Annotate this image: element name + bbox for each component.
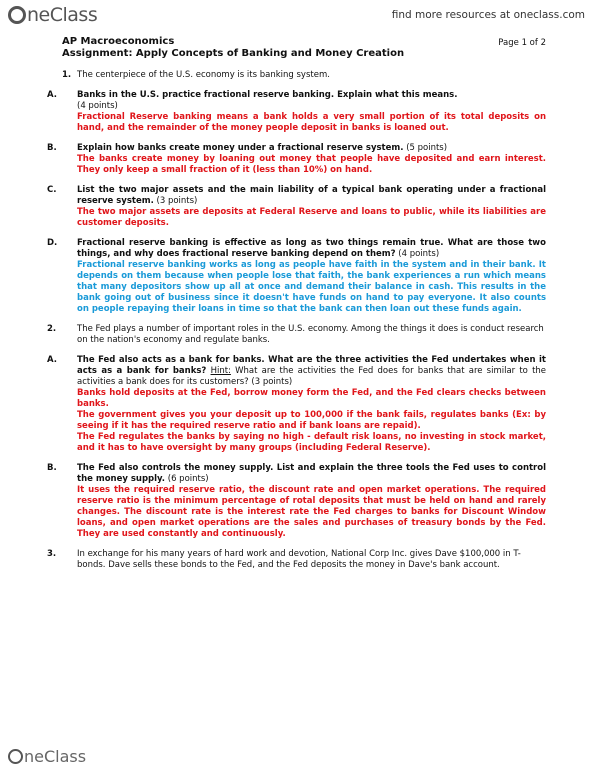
footer-logo-text: neClass [24, 747, 87, 766]
header-tagline[interactable]: find more resources at oneclass.com [391, 9, 585, 21]
question-1a [47, 90, 546, 134]
answer-text-2: The government gives you your deposit up to 100,000 if the bank fails, regulates banks (Ex: by seeing if it has the required reserve ratio and if bank loans are repaid). [77, 410, 546, 431]
course-title: AP Macroeconomics [62, 36, 175, 47]
assignment-title: Assignment: Apply Concepts of Banking and Money Creation [62, 48, 405, 59]
points: (6 points) [167, 474, 209, 484]
question-1d [47, 238, 546, 315]
answer-text: Fractional Reserve banking means a bank holds a very small portion of its total deposits on hand, and the remainder of the money people deposit in banks is loaned out. [77, 112, 546, 133]
oneclass-o-icon [8, 6, 26, 24]
footer-logo[interactable] [8, 747, 86, 766]
question-1c [47, 185, 546, 229]
question-letter: A. [47, 90, 57, 100]
question-text: The centerpiece of the U.S. economy is its banking system. [77, 70, 330, 80]
question-letter: B. [47, 463, 57, 473]
title-bar [62, 36, 546, 48]
points: (4 points) [77, 101, 118, 111]
logo-text: neClass [27, 4, 98, 26]
answer-text: Fractional reserve banking works as long as people have faith in the system and in their bank. It depends on them because when people lose that faith, the bank experiences a run which means that many depositors show up all at once and demand their balance in cash. This results in the bank going out of business since it doesn't have funds on hand to pay everyone. It also counts on people repaying their loans in time so that the bank can then loan out these funds again. [77, 260, 546, 314]
hint-label: Hint: [210, 366, 231, 376]
question-text: Explain how banks create money under a fractional reserve system. [77, 143, 404, 153]
answer-text: The banks create money by loaning out money that people have deposited and earn interest. They only keep a small fraction of it (less than 10%) on hand. [77, 154, 546, 175]
question-1b [47, 143, 546, 176]
question-text: The Fed also controls the money supply. List and explain the three tools the Fed uses to control the money supply. [77, 463, 546, 484]
page-number: Page 1 of 2 [498, 38, 546, 48]
answer-text: It uses the required reserve ratio, the discount rate and open market operations. The required reserve ratio is the minimum percentage of rotal deposits that must be held on hand and rarely changes. The discount rate is the interest rate the Fed charges to banks for Discount Window loans, and open market operations are the sales and purchases of treasury bonds by the Fed. They are used constantly and continuously. [77, 485, 546, 539]
hint-text: What are the activities the Fed does for banks that are similar to the activities a bank does for its customers? [77, 366, 547, 387]
question-letter: D. [47, 238, 58, 248]
answer-text-3: The Fed regulates the banks by saying no high - default risk loans, no investing in stock market, and it has to have oversight by many groups (including Federal Reserve). [77, 432, 546, 453]
question-letter: B. [47, 143, 57, 153]
question-letter: C. [47, 185, 57, 195]
question-text: List the two major assets and the main liability of a typical bank operating under a fractional reserve system. [77, 185, 546, 206]
document-body [47, 36, 547, 571]
question-2b [47, 463, 546, 540]
oneclass-logo[interactable] [8, 4, 97, 26]
question-text: Banks in the U.S. practice fractional reserve banking. Explain what this means. [77, 90, 458, 100]
question-number: 3. [47, 549, 57, 559]
question-number: 2. [47, 324, 57, 334]
question-3 [47, 549, 546, 571]
question-2 [47, 324, 546, 346]
question-text: The Fed also acts as a bank for banks. What are the three activities the Fed undertakes when it acts as a bank for banks? [77, 355, 546, 376]
question-number: 1. [62, 70, 72, 80]
question-2a [47, 355, 547, 454]
points: (3 points) [251, 377, 293, 387]
question-letter: A. [47, 355, 57, 365]
question-1 [62, 70, 546, 81]
question-text: In exchange for his many years of hard work and devotion, National Corp Inc. gives Dave $100,000 in T-bonds. Dave sells these bonds to the Fed, and the Fed deposits the money in Dave's bank account. [77, 549, 521, 570]
oneclass-o-icon [8, 749, 23, 764]
answer-text-1: Banks hold deposits at the Fed, borrow money form the Fed, and the Fed clears checks between banks. [77, 388, 546, 409]
question-text: Fractional reserve banking is effective as long as two things remain true. What are those two things, and why does fractional reserve banking depend on them? [77, 238, 546, 259]
question-text: The Fed plays a number of important roles in the U.S. economy. Among the things it does is conduct research on the nation's economy and regulate banks. [77, 324, 544, 345]
points: (5 points) [406, 143, 448, 153]
points: (4 points) [398, 249, 440, 259]
points: (3 points) [156, 196, 198, 206]
site-header [0, 0, 595, 30]
answer-text: The two major assets are deposits at Federal Reserve and loans to public, while its liabilities are customer deposits. [77, 207, 546, 228]
